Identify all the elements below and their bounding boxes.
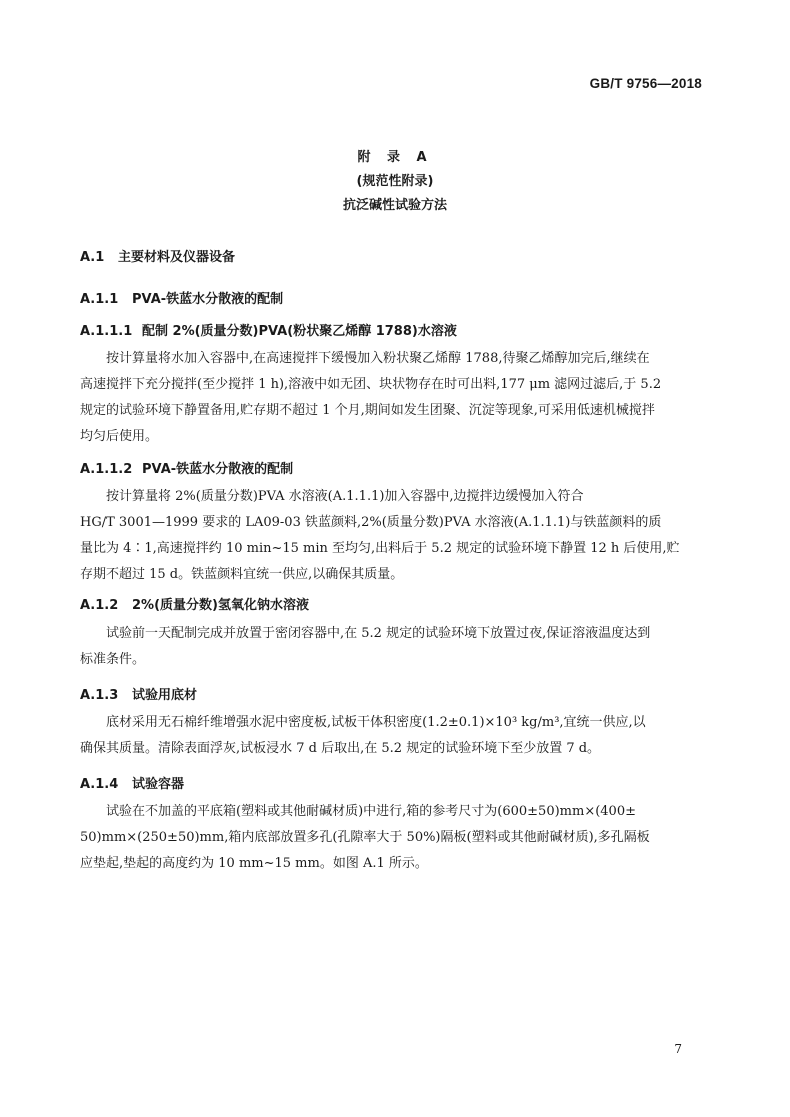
section-heading-a12 (80, 594, 309, 613)
section-heading-a14 (80, 773, 184, 792)
paragraph-line: 试验前一天配制完成并放置于密闭容器中,在 5.2 规定的试验环境下放置过夜,保证溶液温度达到 (106, 626, 651, 641)
section-heading-a11 (80, 288, 283, 307)
paragraph-a14 (80, 799, 708, 877)
section-number: A.1.1 (80, 292, 119, 307)
section-title: 2%(质量分数)氢氧化钠水溶液 (132, 598, 309, 613)
paragraph-a111 (80, 346, 708, 450)
appendix-title: 抗泛碱性试验方法 (342, 198, 447, 213)
paragraph-line: 标准条件。 (80, 652, 146, 667)
section-number: A.1 (80, 250, 105, 265)
section-number: A.1.4 (80, 777, 119, 792)
section-heading-a111 (80, 320, 457, 339)
paragraph-line: 确保其质量。清除表面浮灰,试板浸水 7 d 后取出,在 5.2 规定的试验环境下至少放置 7 d。 (80, 741, 601, 756)
paragraph-line: HG/T 3001—1999 要求的 LA09-03 铁蓝颜料,2%(质量分数)PVA 水溶液(A.1.1.1)与铁蓝颜料的质 (80, 515, 662, 530)
section-title: 试验用底材 (132, 688, 198, 703)
paragraph-line: 规定的试验环境下静置备用,贮存期不超过 1 个月,期间如发生团聚、沉淀等现象,可采用低速机械搅拌 (80, 403, 655, 418)
paragraph-line: 量比为 4∶1,高速搅拌约 10 min~15 min 至均匀,出料后于 5.2 规定的试验环境下静置 12 h 后使用,贮 (80, 541, 680, 556)
paragraph-line: 底材采用无石棉纤维增强水泥中密度板,试板干体积密度(1.2±0.1)×10³ kg/m³,宜统一供应,以 (106, 715, 646, 730)
paragraph-line: 应垫起,垫起的高度约为 10 mm~15 mm。如图 A.1 所示。 (80, 856, 428, 871)
standard-code: GB/T 9756—2018 (589, 76, 702, 91)
section-title: PVA-铁蓝水分散液的配制 (142, 462, 294, 477)
section-title: PVA-铁蓝水分散液的配制 (132, 292, 284, 307)
section-heading-a1 (80, 246, 235, 265)
section-title: 主要材料及仪器设备 (118, 250, 236, 265)
paragraph-line: 均匀后使用。 (80, 429, 159, 444)
paragraph-line: 试验在不加盖的平底箱(塑料或其他耐碱材质)中进行,箱的参考尺寸为(600±50)mm×(400± (106, 804, 636, 819)
appendix-label: 附 录 A (357, 150, 433, 165)
section-number: A.1.1.2 (80, 462, 133, 477)
page-number: 7 (674, 1042, 682, 1056)
paragraph-a112 (80, 484, 708, 588)
section-number: A.1.1.1 (80, 324, 133, 339)
section-heading-a112 (80, 458, 293, 477)
section-number: A.1.2 (80, 598, 119, 613)
paragraph-line: 50)mm×(250±50)mm,箱内底部放置多孔(孔隙率大于 50%)隔板(塑料或其他耐碱材质),多孔隔板 (80, 830, 650, 845)
paragraph-a12 (80, 621, 708, 673)
paragraph-a13 (80, 710, 708, 762)
section-title: 配制 2%(质量分数)PVA(粉状聚乙烯醇 1788)水溶液 (142, 324, 457, 339)
paragraph-line: 高速搅拌下充分搅拌(至少搅拌 1 h),溶液中如无团、块状物存在时可出料,177 μm 滤网过滤后,于 5.2 (80, 377, 662, 392)
section-title: 试验容器 (132, 777, 185, 792)
section-heading-a13 (80, 684, 197, 703)
paragraph-line: 存期不超过 15 d。铁蓝颜料宜统一供应,以确保其质量。 (80, 567, 404, 582)
paragraph-line: 按计算量将 2%(质量分数)PVA 水溶液(A.1.1.1)加入容器中,边搅拌边缓慢加入符合 (106, 489, 584, 504)
paragraph-line: 按计算量将水加入容器中,在高速搅拌下缓慢加入粉状聚乙烯醇 1788,待聚乙烯醇加完后,继续在 (106, 351, 650, 366)
appendix-type: (规范性附录) (356, 174, 434, 189)
section-number: A.1.3 (80, 688, 119, 703)
